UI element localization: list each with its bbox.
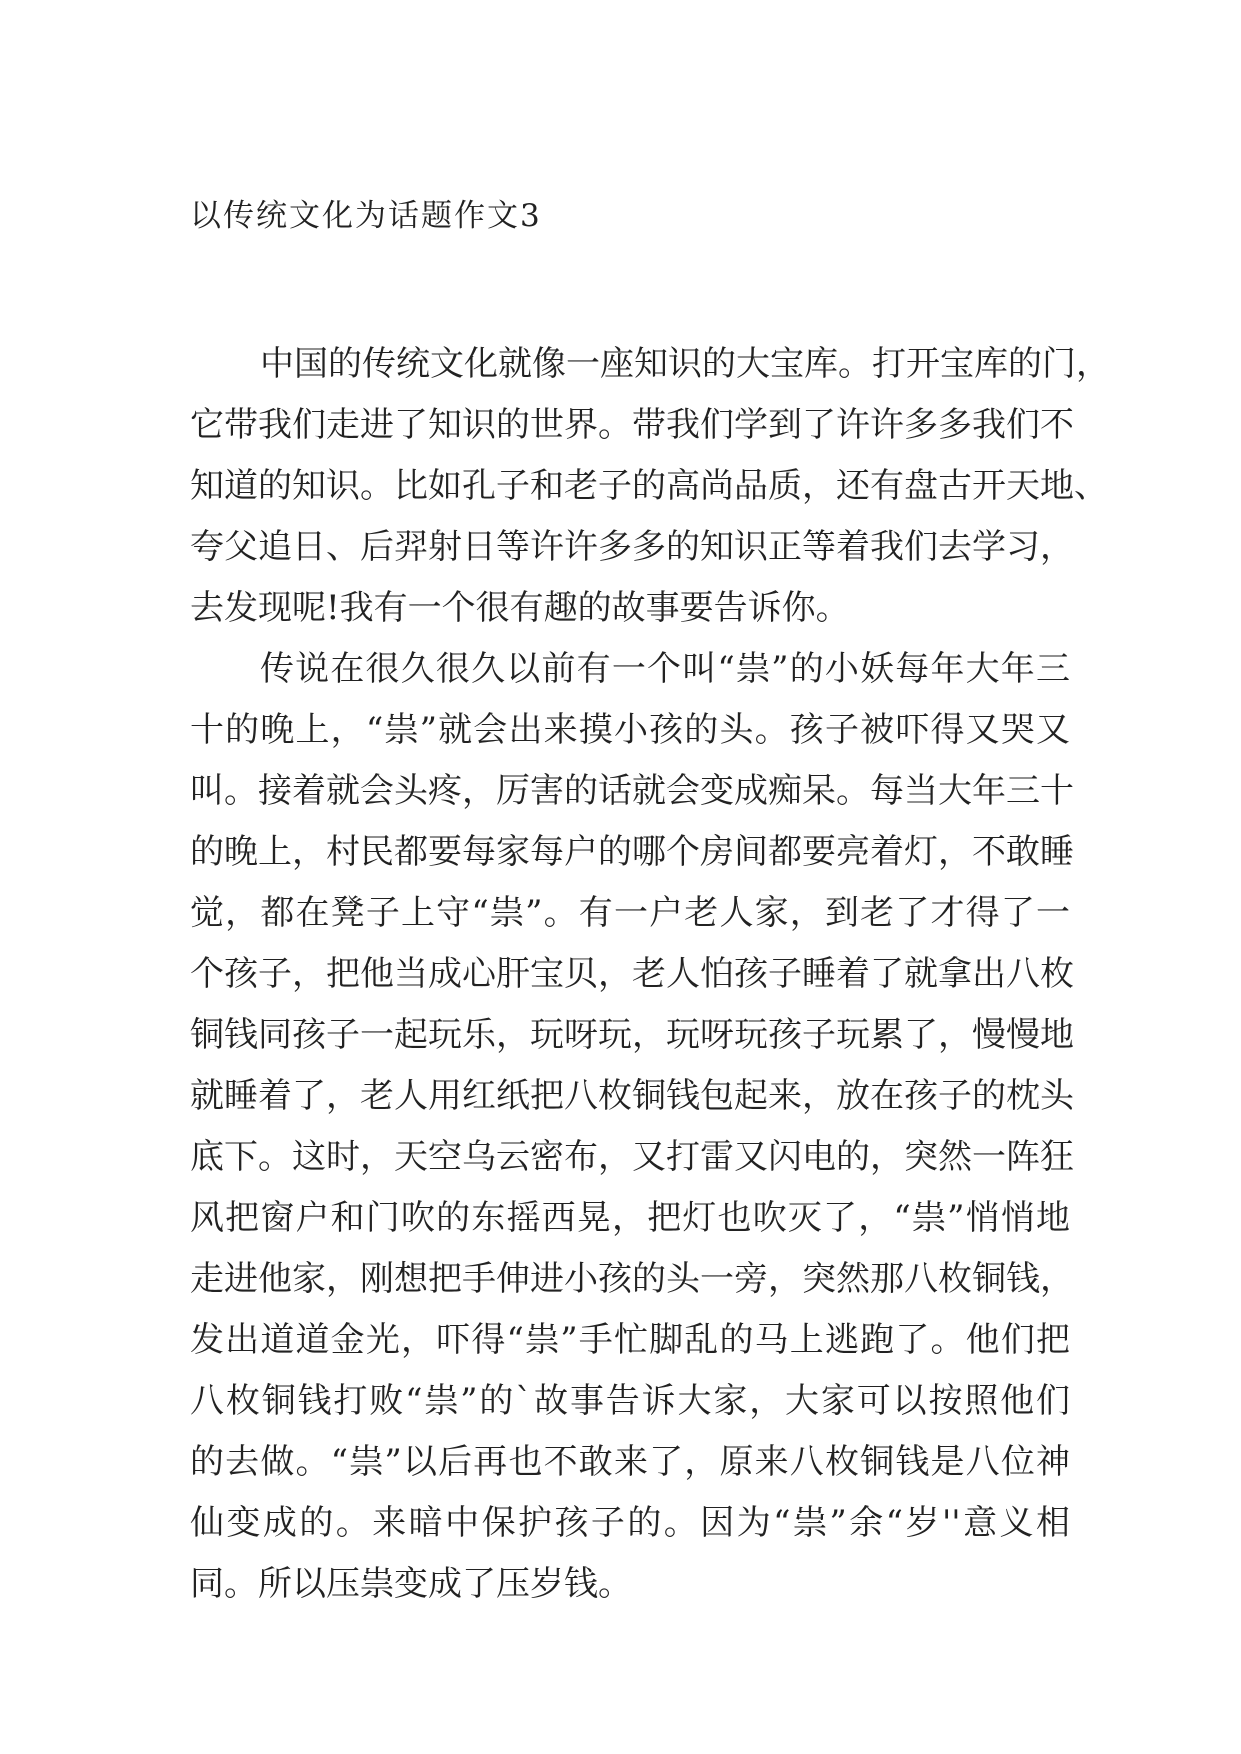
- text-line: 就睡着了，老人用红纸把八枚铜钱包起来，放在孩子的枕头: [190, 1076, 1074, 1116]
- text-line: 觉，都在凳子上守“祟”。有一户老人家，到老了才得了一: [190, 893, 1070, 933]
- text-line: 中国的传统文化就像一座知识的大宝库。打开宝库的门，: [260, 344, 1110, 384]
- text-line: 夸父追日、后羿射日等许许多多的知识正等着我们去学习，: [190, 527, 1074, 567]
- text-line: 底下。这时，天空乌云密布，又打雷又闪电的，突然一阵狂: [190, 1137, 1074, 1177]
- text-line: 十的晚上，“祟”就会出来摸小孩的头。孩子被吓得又哭又: [190, 710, 1070, 750]
- text-line: 风把窗户和门吹的东摇西晃，把灯也吹灭了，“祟”悄悄地: [190, 1198, 1070, 1238]
- text-line: 发出道道金光，吓得“祟”手忙脚乱的马上逃跑了。他们把: [190, 1320, 1070, 1360]
- text-line: 的晚上，村民都要每家每户的哪个房间都要亮着灯，不敢睡: [190, 832, 1074, 872]
- text-line: 个孩子，把他当成心肝宝贝，老人怕孩子睡着了就拿出八枚: [190, 954, 1074, 994]
- text-line: 仙变成的。来暗中保护孩子的。因为“祟”余“岁''意义相: [190, 1503, 1070, 1543]
- text-line: 叫。接着就会头疼，厉害的话就会变成痴呆。每当大年三十: [190, 771, 1074, 811]
- text-line: 八枚铜钱打败“祟”的`故事告诉大家，大家可以按照他们: [190, 1381, 1070, 1421]
- text-line: 同。所以压祟变成了压岁钱。: [190, 1564, 632, 1604]
- text-line: 走进他家，刚想把手伸进小孩的头一旁，突然那八枚铜钱，: [190, 1259, 1074, 1299]
- text-line: 铜钱同孩子一起玩乐，玩呀玩，玩呀玩孩子玩累了，慢慢地: [190, 1015, 1074, 1055]
- document-body: [190, 334, 1110, 1615]
- document-title: 以传统文化为话题作文3: [190, 198, 542, 234]
- paragraph-2: [190, 639, 1074, 1615]
- text-line: 它带我们走进了知识的世界。带我们学到了许许多多我们不: [190, 405, 1074, 445]
- text-line: 知道的知识。比如孔子和老子的高尚品质，还有盘古开天地、: [190, 466, 1108, 506]
- paragraph-1: [190, 334, 1110, 639]
- text-line: 去发现呢!我有一个很有趣的故事要告诉你。: [190, 588, 850, 628]
- text-line: 传说在很久很久以前有一个叫“祟”的小妖每年大年三: [260, 649, 1070, 689]
- text-line: 的去做。“祟”以后再也不敢来了，原来八枚铜钱是八位神: [190, 1442, 1070, 1482]
